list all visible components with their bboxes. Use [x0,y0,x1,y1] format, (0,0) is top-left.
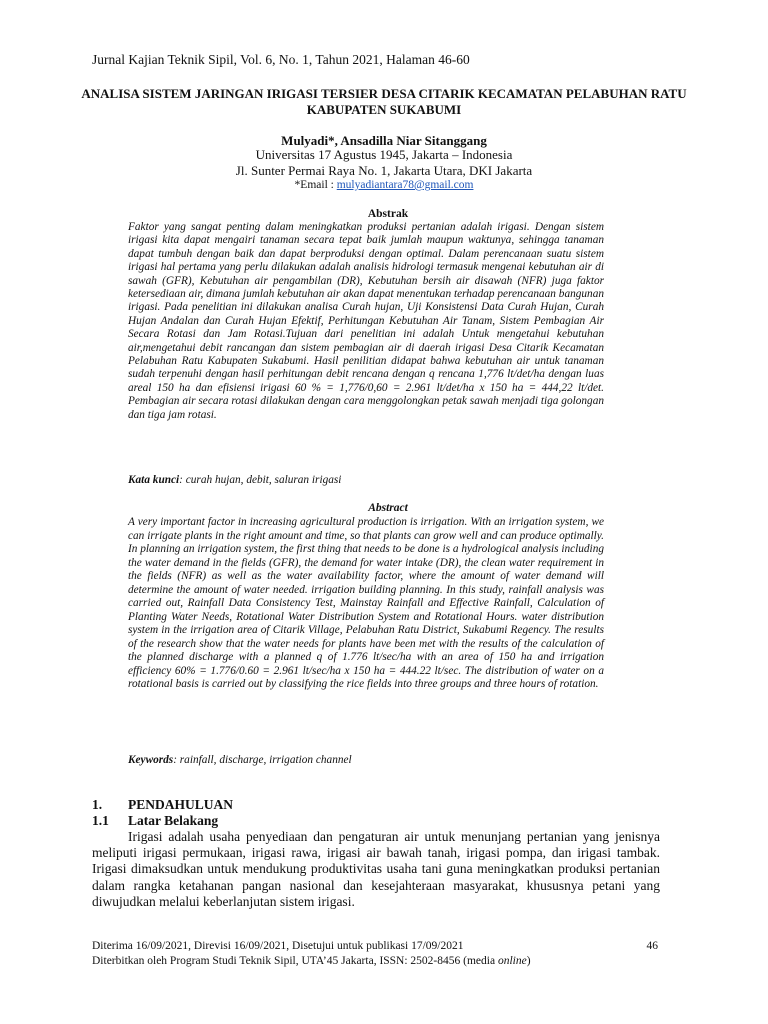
email-line [60,179,708,191]
section-heading-pendahuluan [92,797,233,813]
footer-dates: Diterima 16/09/2021, Direvisi 16/09/2021, Disetujui untuk publikasi 17/09/2021 [92,940,464,952]
footer-publisher [92,955,660,967]
abstrak-heading: Abstrak [367,208,409,220]
section-number: 1. [92,797,103,812]
subsection-number: 1.1 [92,813,109,828]
affiliation-university: Universitas 17 Agustus 1945, Jakarta – Indonesia [255,147,513,162]
subsection-title: Latar Belakang [128,813,219,828]
abstrak-body: Faktor yang sangat penting dalam meningkatkan produksi pertanian adalah irigasi. Dengan sistem irigasi kita dapat mengairi tanaman secara tepat baik jumlah maupun waktunya, sehingga tanaman dapat tumbuh dengan baik dan dapat berproduksi dengan optimal. Dalam perencanaan suatu sistem irigasi hal pertama yang perlu dilakukan adalah analisis hidrologi termasuk mengenai kebutuhan air di sawah (GFR), Kebutuhan air pengambilan (DR), Kebutuhan bersih air disawah (NFR) juga faktor ketersediaan air, dimana jumlah kebutuhan air akan dapat menentukan terhadap perencanaan bangunan irigasi. Pada penelitian ini dilakukan analisa Curah hujan, Uji Konsistensi Data Curah Hujan, Curah Hujan Andalan dan Curah Hujan Efektif, Perhitungan Kebutuhan Air Tanam, Sistem Pembagian Air Secara Rotasi dan Jam Rotasi.Tujuan dari penelitian ini adalah Untuk mengetahui kebutuhan air,mengetahui debit rancangan dan sistem pembagian air di daerah irigasi Desa Citarik Kecamatan Pelabuhan Ratu Kabupaten Sukabumi. Hasil penilitian didapat bahwa kebutuhan air untuk tanaman sudah terpenuhi dengan hasil perhitungan debit rencana dengan q rencana 1,776 lt/det/ha dengan luas areal 150 ha dan efisiensi irigasi 60 % = 1,776/0,60 = 2.961 lt/det/ha x 150 ha = 444,22 lt/det. Pembagian air secara rotasi dilakukan dengan cara menggolongkan petak sawah menjadi tiga golongan dan tiga jam rotasi. [128,221,604,421]
publisher-media: online [497,955,527,967]
intro-paragraph: Irigasi adalah usaha penyediaan dan pengaturan air untuk menunjang pertanian yang jenisnya meliputi irigasi permukaan, irigasi rawa, irigasi air bawah tanah, irigasi pompa, dan irigasi tambak. Irigasi dimaksudkan untuk mendukung produktivitas usaha tani guna meningkatkan produksi pertanian dalam rangka ketahanan pangan nasional dan kesejahteraan masyarakat, khususnya petani yang diwujudkan melalui keberlanjutan sistem irigasi. [92,829,660,909]
abstract-heading: Abstract [368,502,408,514]
affiliation-address: Jl. Sunter Permai Raya No. 1, Jakarta Utara, DKI Jakarta [235,163,533,178]
keywords [128,754,604,766]
publisher-text: Diterbitkan oleh Program Studi Teknik Sipil, UTA’45 Jakarta, ISSN: 2502-8456 (media [92,955,498,967]
abstract-body: A very important factor in increasing agricultural production is irrigation. With an irrigation system, we can irrigate plants in the right amount and time, so that plants can grow well and can produce optimally. In planning an irrigation system, the first thing that needs to be done is a hydrological analysis including the water demand in the fields (GFR), the demand for water intake (DR), the clean water requirement in the fields (NFR) as well as the water availability factor, where the amount of water demand will determine the amount of water needed. irrigation building planning. In this study, rainfall analysis was carried out, Rainfall Data Consistency Test, Mainstay Rainfall and Effective Rainfall, Calculation of Planting Water Needs, Rotational Water Distribution System and Rotational Hours. water distribution system in the irrigation area of Citarik Village, Pelabuhan Ratu District, Sukabumi Regency. The results of the research show that the water needs for plants have been met with the results of the calculation of the planned discharge with a planned q of 1.776 lt/sec/ha with an area of 150 ha and irrigation efficiency 60% = 1.776/0.60 = 2.961 lt/sec/ha x 150 ha = 444.22 lt/sec. The distribution of water on a rotational basis is carried out by classifying the rice fields into three groups and three hours of rotation. [128,516,604,690]
subsection-heading-latar-belakang [92,813,218,829]
kata-kunci [128,474,604,486]
keywords-text: : rainfall, discharge, irrigation channel [173,754,352,766]
journal-header: Jurnal Kajian Teknik Sipil, Vol. 6, No. 1, Tahun 2021, Halaman 46-60 [92,52,470,67]
keywords-label: Keywords [128,754,174,766]
authors: Mulyadi*, Ansadilla Niar Sitanggang [281,133,487,148]
email-label: *Email : [294,179,337,191]
kata-kunci-label: Kata kunci [128,474,180,486]
email-link[interactable]: mulyadiantara78@gmail.com [336,179,474,191]
paper-title: ANALISA SISTEM JARINGAN IRIGASI TERSIER DESA CITARIK KECAMATAN PELABUHAN RATU KABUPATEN SUKABUMI [81,86,687,117]
page-number: 46 [646,940,658,952]
section-title: PENDAHULUAN [128,797,234,812]
kata-kunci-text: : curah hujan, debit, saluran irigasi [179,474,342,486]
publisher-end: ) [526,955,531,967]
